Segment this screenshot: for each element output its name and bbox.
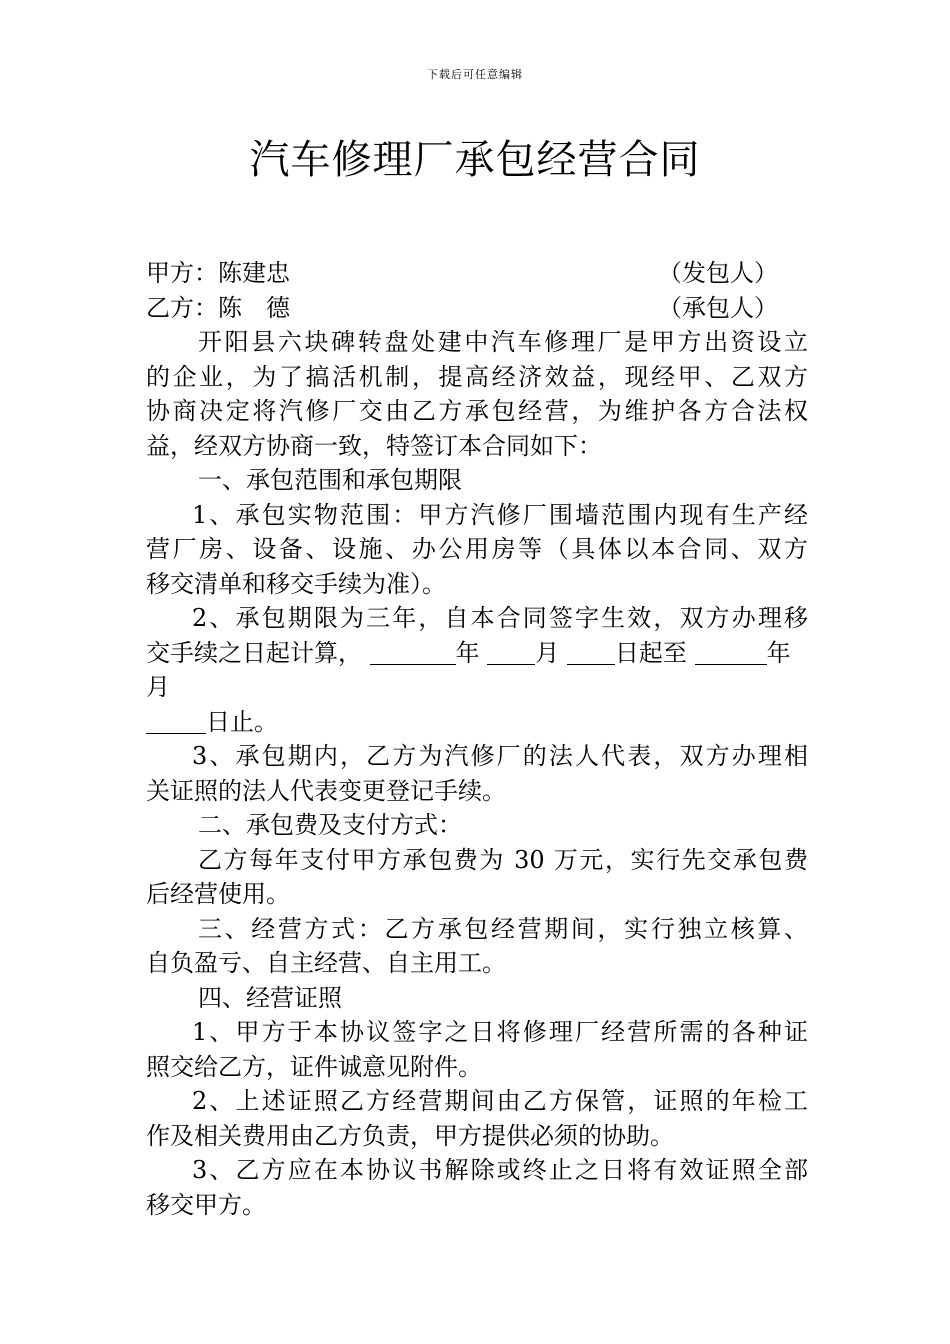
paragraph-line: 作及相关费用由乙方负责，甲方提供必须的协助。 <box>146 1121 674 1150</box>
paragraph-line: 2、承包期限为三年，自本合同签字生效，双方办理移 <box>192 604 808 632</box>
party-b-role: （承包人） <box>658 293 778 322</box>
date-prefix: 交手续之日起计算， <box>146 638 362 667</box>
paragraph-line: 乙方每年支付甲方承包费为 30 万元，实行先交承包费 <box>198 845 808 874</box>
end-day-blank[interactable] <box>146 707 206 734</box>
start-month-blank[interactable] <box>487 638 535 665</box>
paragraph-line: 营厂房、设备、设施、办公用房等（具体以本合同、双方 <box>146 535 808 563</box>
paragraph-line: 1、甲方于本协议签字之日将修理厂经营所需的各种证 <box>192 1018 808 1046</box>
paragraph-line: 移交清单和移交手续为准）。 <box>146 569 446 598</box>
paragraph-line: 益，经双方协商一致，特签订本合同如下： <box>146 431 602 460</box>
section-heading: 二、承包费及支付方式： <box>198 811 462 839</box>
paragraph-line: 的企业，为了搞活机制，提高经济效益，现经甲、乙双方 <box>146 362 808 391</box>
date-year2-label: 年 <box>766 638 791 667</box>
start-year-blank[interactable] <box>370 638 456 665</box>
paragraph-line: 后经营使用。 <box>146 880 290 908</box>
date-year-label: 年 <box>455 638 480 667</box>
paragraph-line: 自负盈亏、自主经营、自主用工。 <box>146 949 506 977</box>
date-day-end-label: 日止。 <box>206 707 278 736</box>
start-day-blank[interactable] <box>567 638 615 665</box>
party-b-label: 乙方：陈 德 <box>146 293 290 322</box>
end-year-blank[interactable] <box>695 638 767 665</box>
contract-body <box>146 256 808 1222</box>
section-heading: 三、经营方式：乙方承包经营期间，实行独立核算、 <box>198 914 808 943</box>
paragraph-line: 3、乙方应在本协议书解除或终止之日将有效证照全部 <box>192 1156 808 1184</box>
paragraph-line: 照交给乙方，证件诚意见附件。 <box>146 1052 482 1081</box>
date-day-from-label: 日起至 <box>614 638 687 667</box>
date-month2-label: 月 <box>146 673 170 701</box>
paragraph-line: 移交甲方。 <box>146 1190 266 1219</box>
date-line <box>146 636 808 671</box>
party-a-row <box>146 256 808 291</box>
paragraph-line: 协商决定将汽修厂交由乙方承包经营，为维护各方合法权 <box>146 397 808 425</box>
party-b-row <box>146 291 808 326</box>
party-a-role: （发包人） <box>658 259 778 287</box>
party-a-label: 甲方：陈建忠 <box>146 259 290 287</box>
paragraph-line: 开阳县六块碑转盘处建中汽车修理厂是甲方出资设立 <box>198 328 808 356</box>
date-line-end <box>146 705 808 740</box>
paragraph-line: 2、上述证照乙方经营期间由乙方保管，证照的年检工 <box>192 1087 808 1115</box>
date-line-month <box>146 670 808 705</box>
paragraph-line: 1、承包实物范围：甲方汽修厂围墙范围内现有生产经 <box>192 500 808 529</box>
paragraph-line: 关证照的法人代表变更登记手续。 <box>146 776 506 805</box>
header-note: 下载后可任意编辑 <box>427 68 523 81</box>
section-heading: 一、承包范围和承包期限 <box>198 466 462 494</box>
paragraph-line: 3、承包期内，乙方为汽修厂的法人代表，双方办理相 <box>192 742 808 770</box>
document-title: 汽车修理厂承包经营合同 <box>249 137 701 183</box>
date-month-label: 月 <box>535 638 560 667</box>
section-heading: 四、经营证照 <box>198 983 342 1012</box>
